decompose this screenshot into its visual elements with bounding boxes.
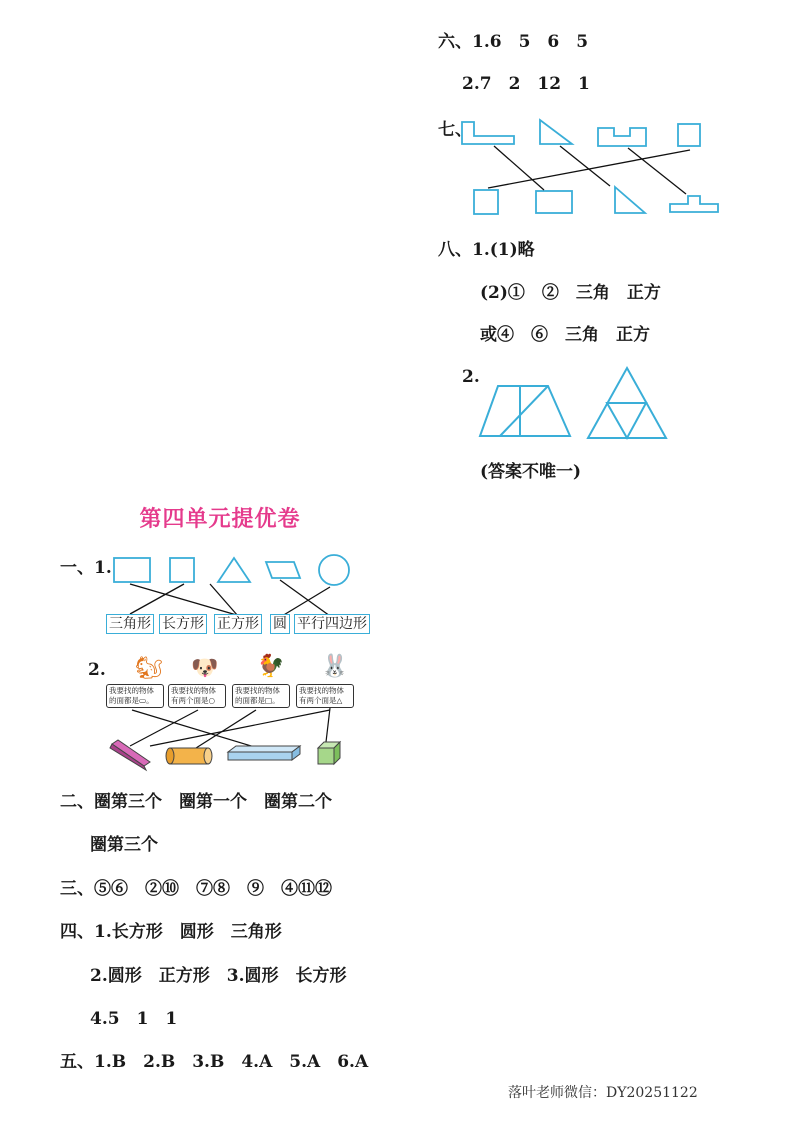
- answer-2-line2: 圈第三个: [90, 835, 158, 855]
- answer-8-4: 2.: [462, 367, 480, 387]
- answer-3: 三、⑤⑥ ②⑩ ⑦⑧ ⑨ ④⑪⑫: [60, 879, 332, 899]
- label-parallelogram: 平行四边形: [294, 614, 370, 634]
- label-triangle: 三角形: [106, 614, 154, 634]
- dog-icon: 🐶: [191, 656, 219, 681]
- answer-2-line1: 二、圈第三个 圈第一个 圈第二个: [60, 792, 332, 812]
- answer-4-2: 2.圆形 正方形 3.圆形 长方形: [90, 966, 347, 986]
- label-square: 正方形: [214, 614, 262, 634]
- label-circle: 圆: [270, 614, 290, 634]
- answer-8-note: (答案不唯一): [480, 462, 582, 482]
- speech-bubble-3: 我要找的物体的面都是□。: [232, 684, 290, 708]
- answer-4-1: 四、1.长方形 圆形 三角形: [60, 922, 282, 942]
- rabbit-icon: 🐰: [321, 654, 349, 679]
- rooster-icon: 🐓: [257, 654, 285, 679]
- answer-6-1: 六、1.6 5 6 5: [438, 32, 589, 52]
- answer-5: 五、1.B 2.B 3.B 4.A 5.A 6.A: [60, 1052, 369, 1072]
- watermark: 落叶老师微信：DY20251122: [508, 1085, 698, 1101]
- answer-8-3: 或④ ⑥ 三角 正方: [480, 325, 650, 345]
- page-title: 第四单元提优卷: [139, 507, 301, 532]
- answer-8-2: (2)① ② 三角 正方: [480, 283, 661, 303]
- squirrel-icon: 🐿: [135, 656, 163, 681]
- label-rectangle: 长方形: [159, 614, 207, 634]
- answer-1-1-label: 一、1.: [60, 558, 112, 578]
- answer-8-1: 八、1.(1)略: [438, 240, 535, 260]
- answer-7-label: 七、: [438, 120, 472, 140]
- speech-bubble-4: 我要找的物体有两个面是△: [296, 684, 354, 708]
- speech-bubble-1: 我要找的物体的面都是▭。: [106, 684, 164, 708]
- answer-1-2-label: 2.: [88, 660, 106, 680]
- speech-bubble-2: 我要找的物体有两个面是○: [168, 684, 226, 708]
- answer-4-3: 4.5 1 1: [90, 1009, 178, 1029]
- answer-6-2: 2.7 2 12 1: [462, 74, 590, 94]
